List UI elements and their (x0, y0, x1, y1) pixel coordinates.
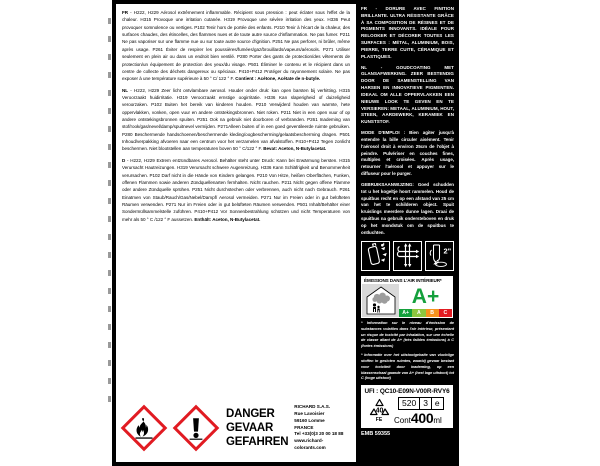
instructions-nl: GEBRUIKSAANWIJZING: Goed schudden tot u het kogeltje hoort rammelen. Houd de spuitbus recht en op een afstand van 25 cm van het te schilderen object. Spuit kruislings meerdere dunne lagen. Draai de spuitbus na gebruik ondersteboven en druk op het mondstuk om de spuitbus te ontluchten. (361, 181, 454, 235)
purge-nozzle-icon (425, 241, 454, 271)
content-volume (394, 411, 442, 425)
emb-code: EMB 59355 (361, 430, 391, 437)
lang-code-fr: FR (122, 10, 129, 15)
manufacturer-street: Rue Lavoisier (294, 410, 325, 416)
hazard-text-nl: - H222, H229 Zeer licht ontvlambare aerosol. Houder onder druk: kan open barsten bij verhitting. H315 Veroorzaakt huidirritatie. H319 Veroorzaakt ernstige oogirritatie. H336 Kan slaperigheid of duizeligheid veroorzaken. P102 Buiten het bereik van kinderen houden. P210 Verwijderd houden van warmte, hete oppervlakken, vonken, open vuur en andere ontstekingsbronnen. Niet roken. P211 Niet in een open vuur of op andere ontstekingsbronnen spuiten. P251 Ook na gebruik niet doorboren of verbranden. P261 Inademing van stof/rook/gas/nevel/damp/spuitnevel vermijden. P271Alleen buiten of in een goed geventileerde ruimte gebruiken. P280 Beschermende handschoenen/beschermende kleding/oogbescherming/gelaatsbescherming dragen. P501 Inhoud/verpakking afvoeren naar een centrum voor het verzamelen van afvalstoffen. P410+P412 Tegen zonlicht beschermen. Niet blootstellen aan temperaturen boven 50 ° C/122 ° F. (122, 87, 350, 152)
signal-word-nl: GEVAAR (226, 421, 274, 434)
content-label: Cont (394, 415, 411, 425)
cell-3: 3 (420, 398, 432, 409)
emissions-scale-a: A (412, 309, 425, 318)
emissions-footnote-fr: * Information sur le niveau d'émission de substances volatiles dans l'air intérieur, présentant un risque de toxicité par inhalation, sur une échelle de classe allant de A+ (très faibles émissions) à C (fortes émissions) (361, 321, 454, 349)
emissions-title: ÉMISSIONS DANS L'AIR INTÉRIEUR* (362, 277, 452, 285)
recycling-mark (364, 397, 394, 423)
hazard-paragraph-de (122, 157, 350, 223)
cell-520: 520 (399, 398, 420, 409)
emissions-footnote-nl: * Informatie over het uitstootgehalte van vluchtige stoffen in gesloten ruimtes, waarbij gevaar bestaat voor toxiciteit door inademing, op een klassenschaal gaande van A+ (heel lage uitstoot) tot C (hoge uitstoot) (361, 353, 454, 381)
manufacturer-country: FRANCE (294, 424, 314, 430)
manufacturer-phone: Tel +33(0)3 20 00 18 88 (294, 431, 344, 437)
flame-icon (134, 417, 154, 439)
hazard-text-fr: - H222, H229 Aérosol extrêmement inflammable. Récipient sous pression : peut éclater sous l'effet de la chaleur. H315 Provoque une irritation cutanée. H319 Provoque une sévère irritation des yeux. H336 Peut provoquer somnolence ou vertiges. P102 Tenir hors de portée des enfants. P210 Tenir à l'écart de la chaleur, des surfaces chaudes, des étincelles, des flammes nues et de toute autre source d'inflammation. Ne pas fumer. P211 Ne pas vaporiser sur une flamme nue ou sur toute autre source d'ignition. P251 Ne pas perforer, ni brûler, même après usage. P261 Éviter de respirer les poussières/fumées/gaz/brouillards/vapeurs/aérosols. P271 Utiliser seulement en plein air ou dans un endroit bien ventilé. P280 Porter des gants de protection/des vêtements de protection/un équipement de protection des yeux/du visage. P501 Éliminer le contenu et le récipient dans un centre de collecte des déchets dangereux ou spéciaux. P410+P412 Protéger du rayonnement solaire. Ne pas exposer à une température supérieure à 50 ° C/ 122 ° F. (122, 10, 350, 82)
manufacturer-website[interactable]: www.richard-colorants.com (294, 438, 326, 451)
recycling-triangle-icon (366, 397, 393, 418)
emissions-scale-aplus: A+ (399, 309, 412, 318)
content-unit: ml (433, 415, 442, 425)
purge-duration-label: 2" (443, 246, 452, 255)
signal-word-de: GEFAHREN (226, 436, 289, 448)
ufi-code: QC10-E09N-V00R-RVY6 (379, 388, 450, 396)
hazard-contains-nl: Bevat: Aceton, N-Butylacetat. (263, 146, 327, 152)
indoor-air-house-icon (362, 284, 399, 317)
hazard-contains-de: Enthält: Aceton, N-Butylacetat. (194, 216, 261, 222)
shake-can-icon (361, 241, 390, 271)
ufi-label: UFI : (364, 388, 379, 396)
recycling-number: 40 (375, 407, 383, 415)
product-description-panel (356, 0, 459, 466)
exclamation-icon (189, 417, 203, 440)
lang-code-nl: NL (122, 87, 129, 93)
emissions-scale-c: C (439, 309, 452, 318)
usage-pictogram-row (361, 241, 454, 271)
manufacturer-name: RICHARD S.A.S. (294, 403, 331, 409)
instructions-fr: MODE D'EMPLOI : Bien agiter jusqu'à entendre la bille circuler aisément. Tenir l'aérosol droit à environ 25cm de l'objet à peindre. Pulvériser en couches fines, multiples et croisées. Après usage, retourner l'aérosol et appuyer sur le diffuseur pour le purger. (361, 130, 454, 177)
cell-estimated-sign: e (434, 398, 440, 409)
emissions-grade: A+ (411, 285, 440, 309)
hazard-text-panel (112, 0, 356, 466)
batch-cells (398, 397, 444, 410)
manufacturer-address (294, 404, 352, 453)
hazard-contains-fr: Contient : Acétone, Acétate de n-butyle. (235, 76, 321, 82)
hazard-paragraph-fr (122, 9, 350, 83)
ufi-box (361, 385, 453, 428)
flame-pictogram (120, 404, 168, 452)
description-fr: FR - DORURE AVEC FINITION BRILLANTE. ULTRA RÉSISTANTE GRÂCE À SA COMPOSITION DE RÉSINES ET DE PIGMENTS INNOVANTS. IDÉALE POUR RELOOKER ET DÉCORER TOUTES LES SURFACES : MÉTAL, ALUMINIUM, BOIS, PIERRE, TERRE CUITE, CÉRAMIQUE ET PLASTIQUES. (361, 6, 454, 59)
right-margin (459, 0, 600, 466)
hazard-pictogram-strip (116, 398, 356, 458)
description-nl: NL - GOUDCOATING MET GLANSAFWERKING. ZEER BESTENDIG DOOR DE SAMENSTELLING VAN HARSEN EN INNOVATIEVE PIGMENTEN. IDEAAL OM ALLE OPPERVLAKKEN EEN NIEUWE LOOK TE GEVEN EN TE VERSIEREN: METAAL, ALUMINIUM, HOUT, STEEN, AARDEWERK, KERAMIEK EN KUNSTSTOF. (361, 64, 454, 125)
emissions-scale (399, 309, 452, 318)
indoor-air-emissions-label (361, 276, 453, 319)
emissions-scale-b: B (426, 309, 439, 318)
ufi-code-line (364, 388, 450, 395)
content-value: 400 (410, 409, 434, 426)
hazard-paragraph-nl (122, 87, 350, 153)
signal-word-fr: DANGER (226, 407, 275, 420)
lang-code-de: D (122, 157, 126, 163)
recycling-material: FE (375, 417, 383, 424)
cross-spray-pattern-icon (393, 241, 422, 271)
exclamation-pictogram (172, 404, 220, 452)
manufacturer-city: 59160 Lomme (294, 417, 325, 423)
left-margin (0, 0, 112, 466)
signal-words (226, 407, 288, 449)
hazard-text-de: - H222, H229 Extrem entzündbares Aerosol. Behälter steht unter Druck: Kann bei Erwärmung bersten. H315 Verursacht Hautreizungen. H319 Verursacht schwere Augenreizung. H336 Kann Schläfrigkeit und Benommenheit verursachen. P102 Darf nicht in die Hände von Kindern gelangen. P210 Von Hitze, heißen Oberflächen, Funken, offenen Flammen sowie anderen Zündquellenarten fernhalten. Nicht rauchen. P211 Nicht gegen offene Flamme oder andere Zündquelle sprühen. P251 Nicht durchstechen oder verbrennen, auch nicht nach Gebrauch. P261 Einatmen von Staub/Rauch/Gas/Nebel/Dampf/ Aerosol vermeiden. P271 Nur im Freien oder in gut belüfteten Räumen verwenden. P271 Nur im Freien oder in gut belüfteten Räumen verwenden. P501 Inhalt/Behälter einer Sondermüllsammelstelle zuführen. P410+P412 Vor Sonnenbestrahlung schützen und nicht Temperaturen von mehr als 50 ° C /122 ° F aussetzen. (122, 157, 350, 222)
